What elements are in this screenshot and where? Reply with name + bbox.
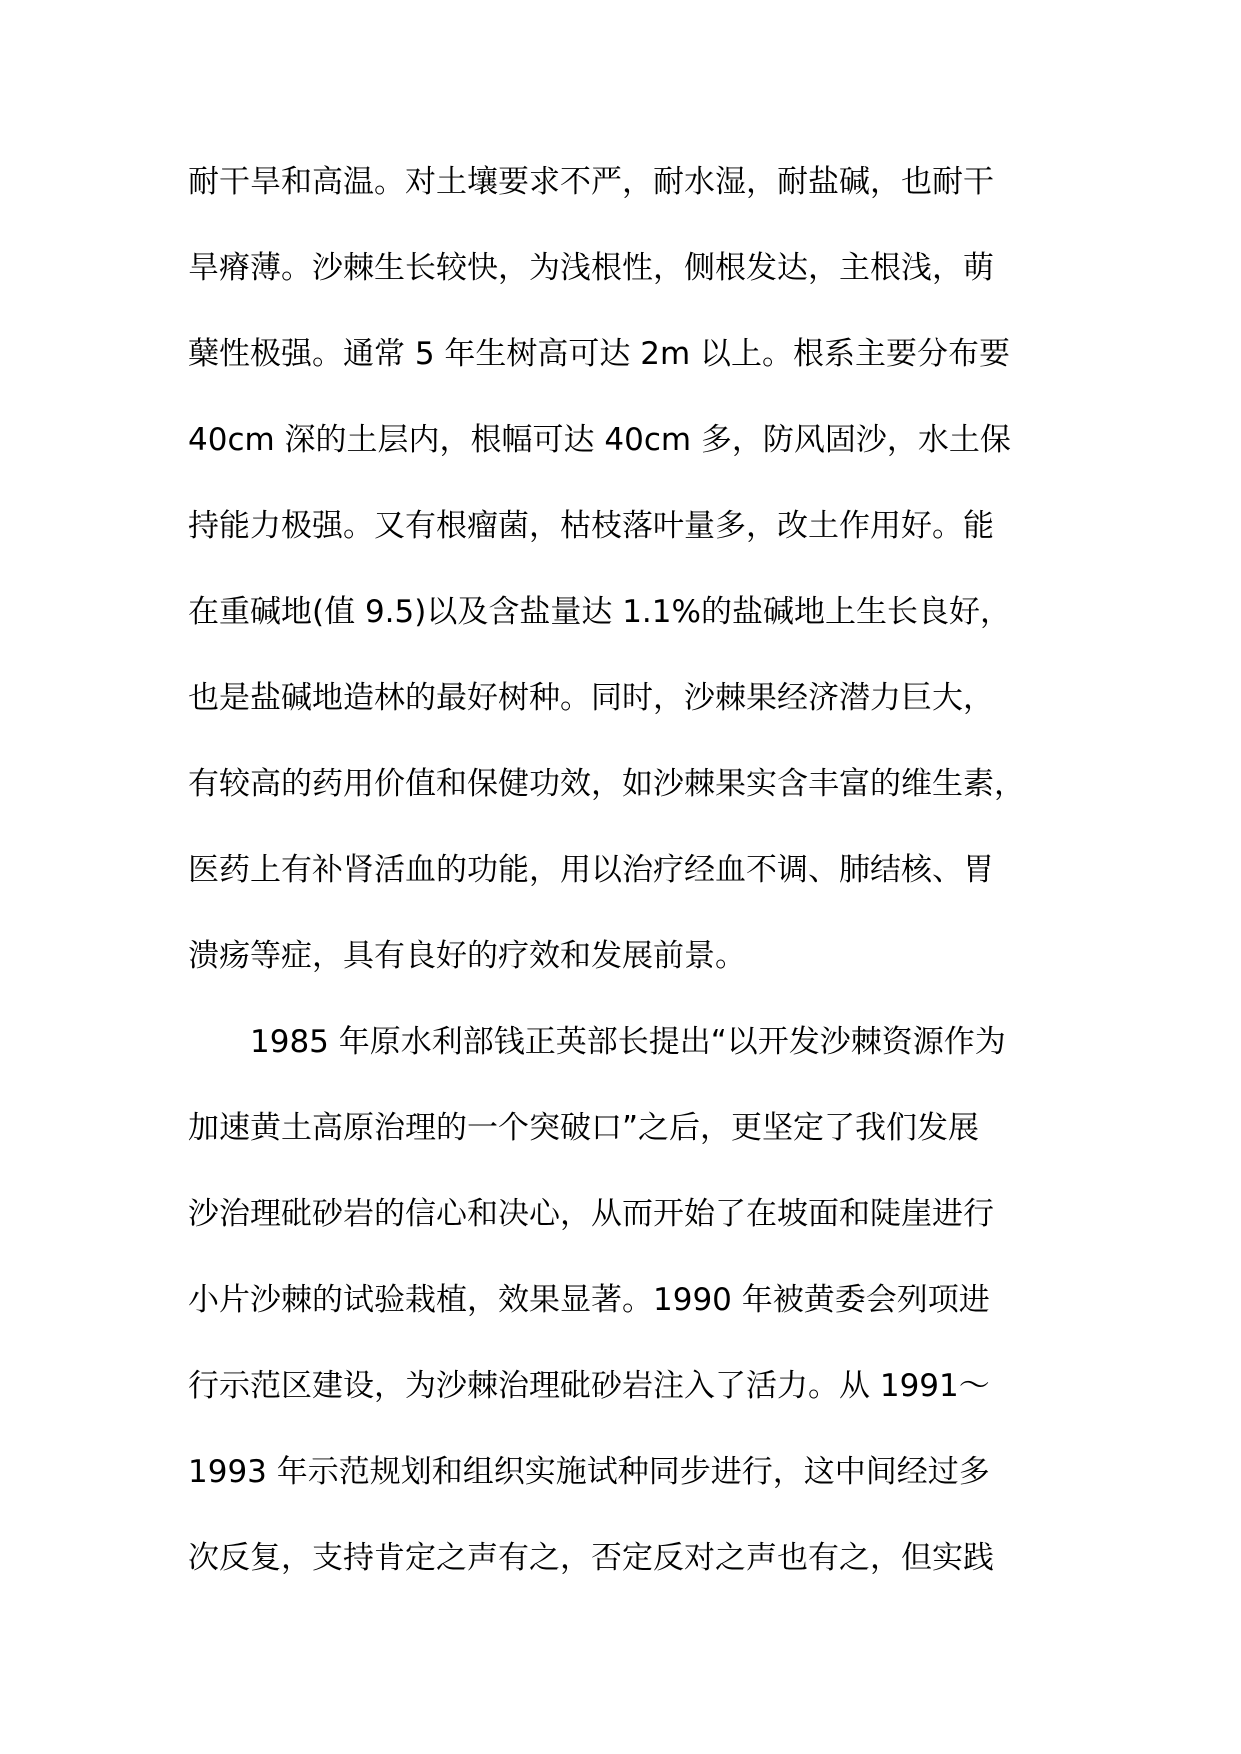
text-line: 40cm 深的土层内，根幅可达 40cm 多，防风固沙，水土保 xyxy=(188,422,1011,458)
text-line: 加速黄土高原治理的一个突破口”之后，更坚定了我们发展 xyxy=(188,1110,980,1146)
text-line: 1993 年示范规划和组织实施试种同步进行，这中间经过多 xyxy=(188,1454,990,1490)
text-line: 小片沙棘的试验栽植，效果显著。1990 年被黄委会列项进 xyxy=(188,1282,990,1318)
paragraph-start-line: 1985 年原水利部钱正英部长提出“以开发沙棘资源作为 xyxy=(250,1024,1006,1060)
body-text xyxy=(188,152,1068,1614)
text-line: 溃疡等症，具有良好的疗效和发展前景。 xyxy=(188,938,746,974)
text-line: 旱瘠薄。沙棘生长较快，为浅根性，侧根发达，主根浅，萌 xyxy=(188,250,994,286)
text-line: 行示范区建设，为沙棘治理砒砂岩注入了活力。从 1991～ xyxy=(188,1368,990,1404)
text-line: 沙治理砒砂岩的信心和决心，从而开始了在坡面和陡崖进行 xyxy=(188,1196,994,1232)
text-line: 次反复，支持肯定之声有之，否定反对之声也有之，但实践 xyxy=(188,1540,994,1576)
text-line: 蘖性极强。通常 5 年生树高可达 2m 以上。根系主要分布要 xyxy=(188,336,1011,372)
text-line: 有较高的药用价值和保健功效，如沙棘果实含丰富的维生素， xyxy=(188,766,1025,802)
text-line: 也是盐碱地造林的最好树种。同时，沙棘果经济潜力巨大， xyxy=(188,680,994,716)
text-line: 耐干旱和高温。对土壤要求不严，耐水湿，耐盐碱，也耐干 xyxy=(188,164,994,200)
text-line: 持能力极强。又有根瘤菌，枯枝落叶量多，改土作用好。能 xyxy=(188,508,994,544)
text-line: 医药上有补肾活血的功能，用以治疗经血不调、肺结核、胃 xyxy=(188,852,994,888)
text-line: 在重碱地(值 9.5)以及含盐量达 1.1%的盐碱地上生长良好， xyxy=(188,594,1011,630)
